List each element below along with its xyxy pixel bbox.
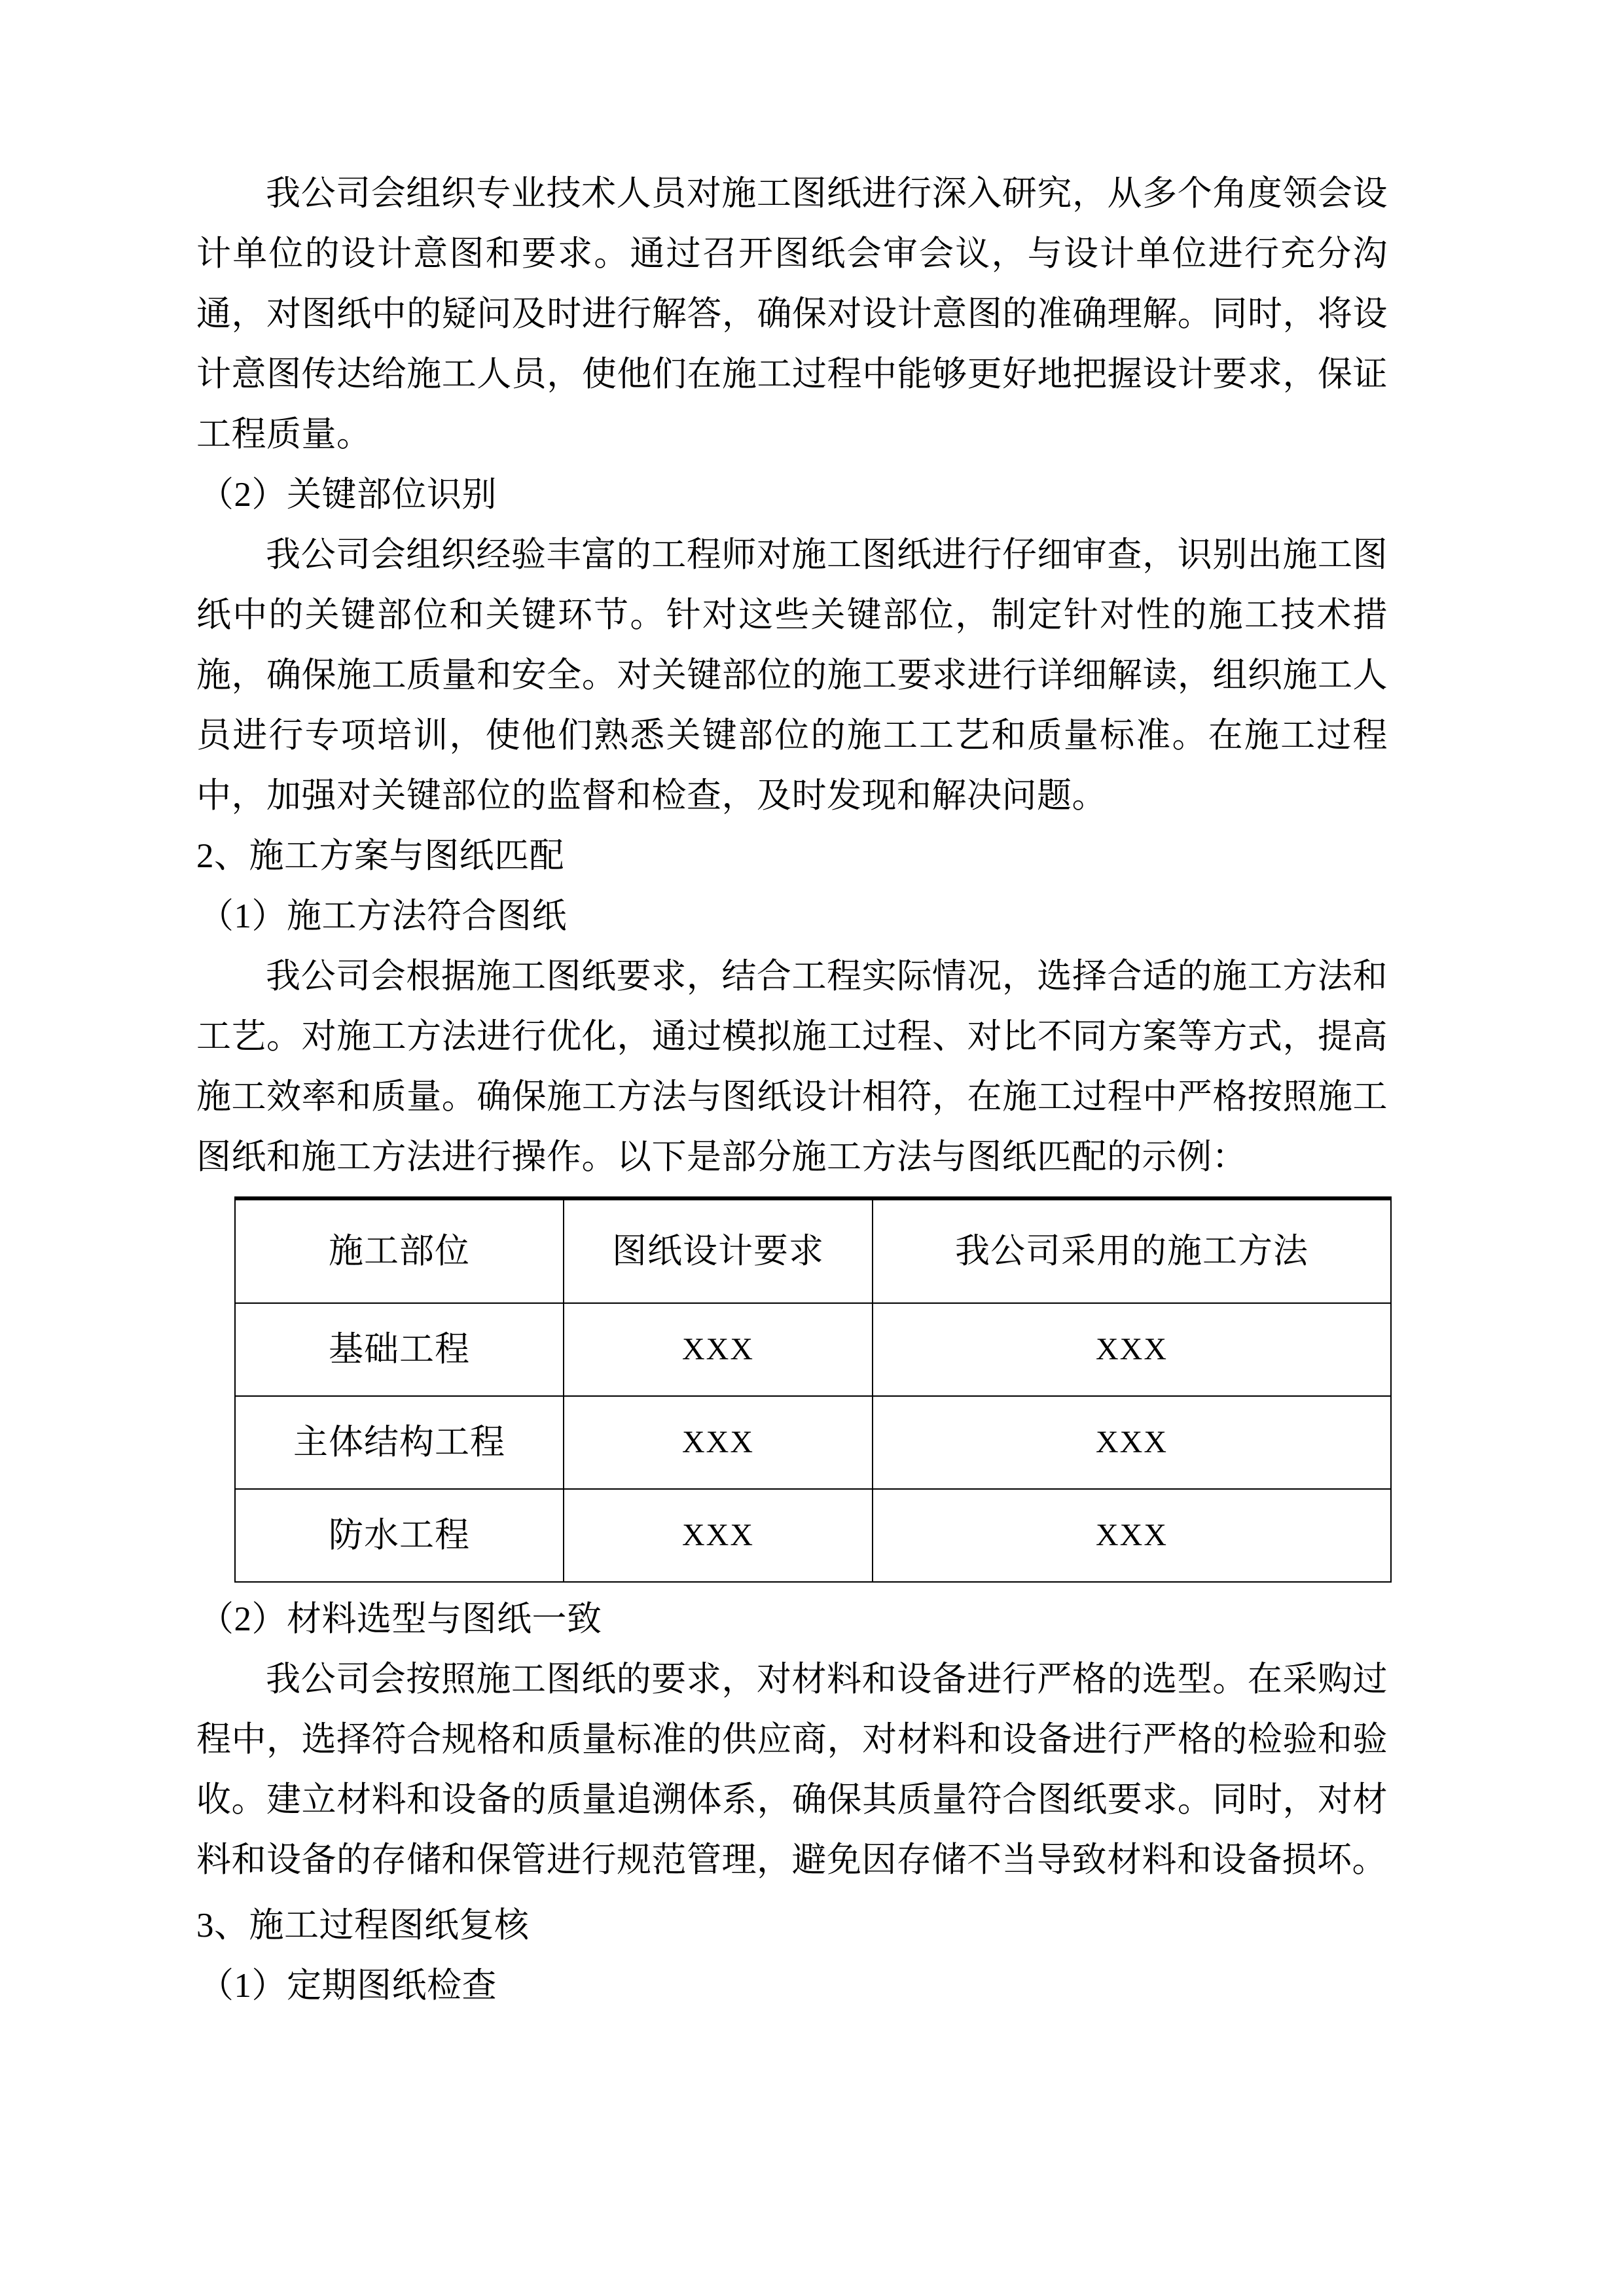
construction-method-table — [234, 1196, 1392, 1583]
table-header-cell-our-method: 我公司采用的施工方法 — [873, 1198, 1391, 1303]
table-cell-design-requirement: XXX — [564, 1303, 873, 1396]
table-cell-our-method: XXX — [873, 1396, 1391, 1489]
heading-method-matches-drawing: （1）施工方法符合图纸 — [199, 897, 567, 935]
table-row — [235, 1489, 1391, 1582]
heading-key-position-identification: （2）关键部位识别 — [199, 476, 497, 514]
table-header-cell-design-requirement: 图纸设计要求 — [564, 1198, 873, 1303]
table-cell-our-method: XXX — [873, 1303, 1391, 1396]
table-row — [235, 1396, 1391, 1489]
table-cell-site: 主体结构工程 — [235, 1396, 564, 1489]
paragraph-method-matches-drawing: 我公司会根据施工图纸要求，结合工程实际情况，选择合适的施工方法和工艺。对施工方法进行优化，通过模拟施工过程、对比不同方案等方式，提高施工效率和质量。确保施工方法与图纸设计相符，在施工过程中严格按照施工图纸和施工方法进行操作。以下是部分施工方法与图纸匹配的示例： — [196, 958, 1388, 1176]
heading-periodic-drawing-check: （1）定期图纸检查 — [199, 1967, 497, 2005]
table-header-row — [235, 1198, 1391, 1303]
table-cell-site: 防水工程 — [235, 1489, 564, 1582]
table-header-cell-site: 施工部位 — [235, 1198, 564, 1303]
table-cell-design-requirement: XXX — [564, 1396, 873, 1489]
heading-section-2: 2、施工方案与图纸匹配 — [196, 837, 564, 875]
paragraph-key-position-identification: 我公司会组织经验丰富的工程师对施工图纸进行仔细审查，识别出施工图纸中的关键部位和关键环节。针对这些关键部位，制定针对性的施工技术措施，确保施工质量和安全。对关键部位的施工要求进行详细解读，组织施工人员进行专项培训，使他们熟悉关键部位的施工工艺和质量标准。在施工过程中，加强对关键部位的监督和检查，及时发现和解决问题。 — [196, 536, 1388, 815]
heading-material-consistent: （2）材料选型与图纸一致 — [199, 1600, 602, 1638]
table-cell-design-requirement: XXX — [564, 1489, 873, 1582]
table-cell-site: 基础工程 — [235, 1303, 564, 1396]
table-cell-our-method: XXX — [873, 1489, 1391, 1582]
heading-section-3: 3、施工过程图纸复核 — [196, 1907, 530, 1945]
document-body — [196, 164, 1388, 2016]
section-spacer — [196, 1890, 1388, 1895]
paragraph-material-consistent: 我公司会按照施工图纸的要求，对材料和设备进行严格的选型。在采购过程中，选择符合规格和质量标准的供应商，对材料和设备进行严格的检验和验收。建立材料和设备的质量追溯体系，确保其质量符合图纸要求。同时，对材料和设备的存储和保管进行规范管理，避免因存储不当导致材料和设备损坏。 — [196, 1660, 1388, 1879]
paragraph-drawing-study: 我公司会组织专业技术人员对施工图纸进行深入研究，从多个角度领会设计单位的设计意图和要求。通过召开图纸会审会议，与设计单位进行充分沟通，对图纸中的疑问及时进行解答，确保对设计意图的准确理解。同时，将设计意图传达给施工人员，使他们在施工过程中能够更好地把握设计要求，保证工程质量。 — [196, 175, 1388, 454]
table-row — [235, 1303, 1391, 1396]
